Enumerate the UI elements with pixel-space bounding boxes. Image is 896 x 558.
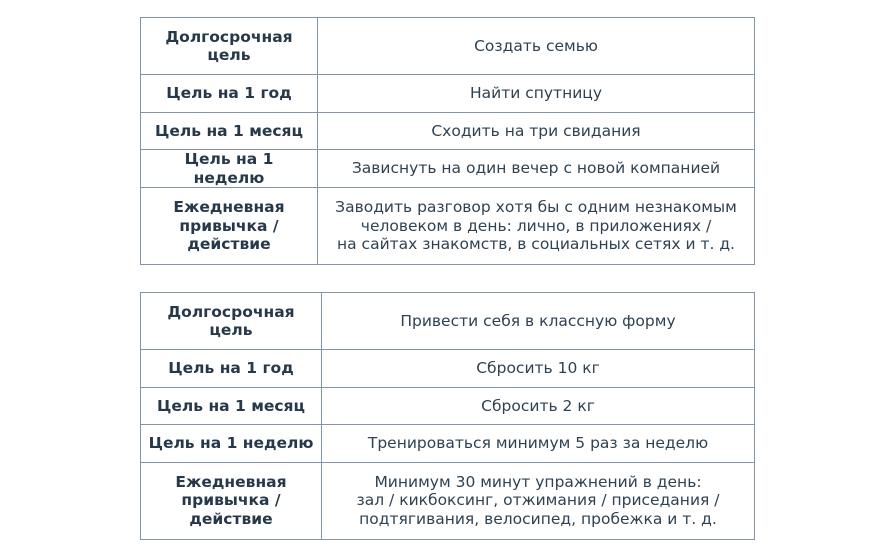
table-row-long-term [141,293,755,350]
table-row-daily [141,462,755,539]
row-value: Сбросить 2 кг [322,387,755,425]
goal-table-family [140,17,755,265]
table-row-month [141,387,755,425]
goal-table-fitness [140,292,755,540]
row-label: Цель на 1 месяц [141,387,322,425]
row-value: Минимум 30 минут упражнений в день: зал / кикбоксинг, отжимания / приседания / подтягивания, велосипед, пробежка и т. д. [322,462,755,539]
row-label: Долгосрочная цель [141,18,318,75]
table-row-week [141,150,755,188]
row-label: Цель на 1 год [141,350,322,388]
table-row-long-term [141,18,755,75]
table-row-year [141,350,755,388]
row-value: Сходить на три свидания [318,112,755,150]
row-value: Тренироваться минимум 5 раз за неделю [322,425,755,463]
row-value: Зависнуть на один вечер с новой компанией [318,150,755,188]
row-label: Цель на 1 месяц [141,112,318,150]
table-row-month [141,112,755,150]
row-value: Найти спутницу [318,75,755,113]
row-value: Заводить разговор хотя бы с одним незнакомым человеком в день: лично, в приложениях / на сайтах знакомств, в социальных сетях и т. д. [318,188,755,265]
row-label: Ежедневная привычка / действие [141,188,318,265]
table-row-year [141,75,755,113]
row-label: Цель на 1 год [141,75,318,113]
table-row-daily [141,188,755,265]
row-value: Привести себя в классную форму [322,293,755,350]
table-row-week [141,425,755,463]
row-label: Долгосрочная цель [141,293,322,350]
row-value: Создать семью [318,18,755,75]
row-value: Сбросить 10 кг [322,350,755,388]
row-label: Цель на 1 неделю [141,150,318,188]
row-label: Ежедневная привычка / действие [141,462,322,539]
row-label: Цель на 1 неделю [141,425,322,463]
